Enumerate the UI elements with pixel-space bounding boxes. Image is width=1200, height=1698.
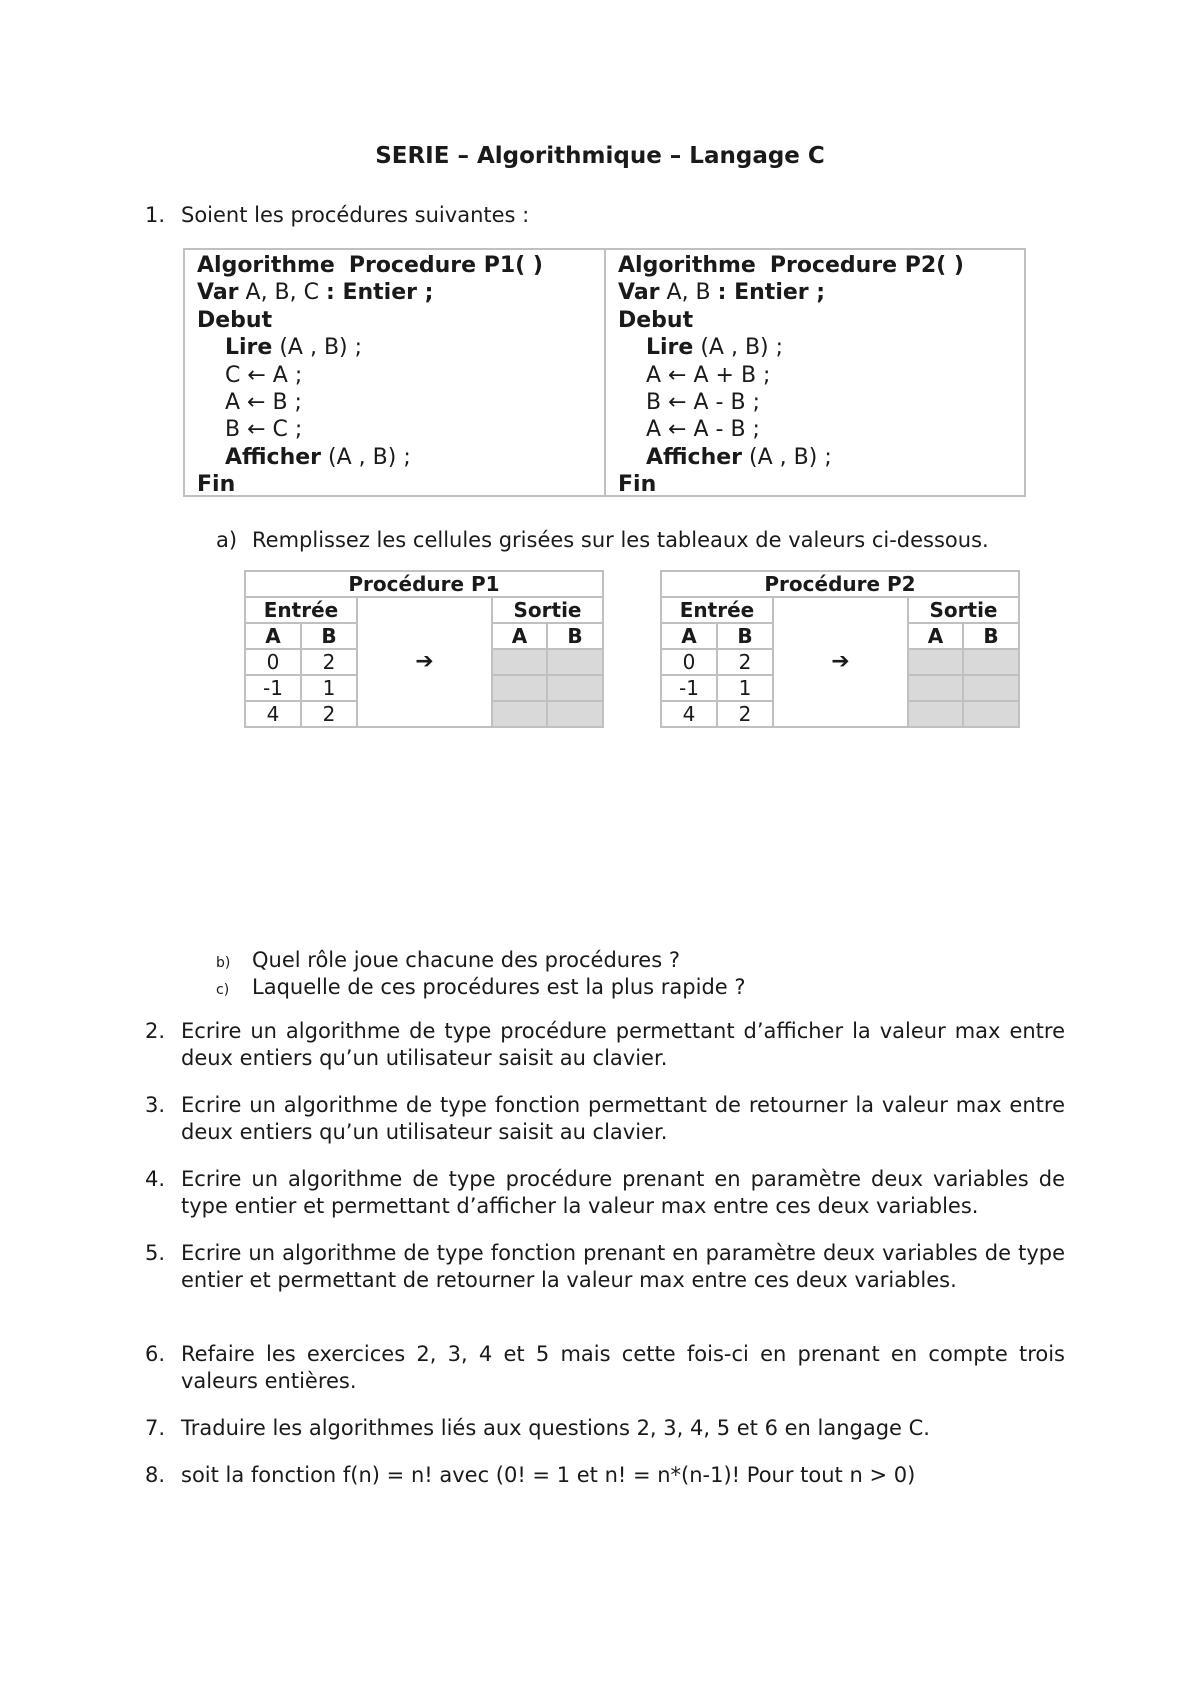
statement-3: B ← C ; [225, 417, 303, 443]
procedure-p2-code [606, 250, 1024, 498]
question-number: 8. [145, 1463, 166, 1487]
input-header: Entrée [661, 597, 773, 623]
keyword-afficher: Afficher [225, 444, 322, 470]
input-a: 4 [661, 701, 717, 727]
question-number: 2. [145, 1019, 166, 1043]
var-type: : Entier ; [717, 280, 826, 306]
output-a-blank[interactable] [908, 649, 963, 675]
subquestion-label: b) [216, 955, 231, 971]
value-table-p2 [660, 570, 1020, 728]
input-a: 4 [245, 701, 301, 727]
output-a-blank[interactable] [492, 701, 547, 727]
table-title: Procédure P2 [661, 571, 1019, 597]
keyword-algorithme: Algorithme [197, 253, 335, 278]
input-a: -1 [661, 675, 717, 701]
question-number: 5. [145, 1241, 166, 1265]
col-a-header: A [245, 623, 301, 649]
var-list: A, B, C [238, 280, 326, 306]
output-b-blank[interactable] [547, 675, 603, 701]
procedure-name: Procedure P1( ) [348, 253, 543, 278]
value-table-p1 [244, 570, 604, 728]
question-number: 3. [145, 1093, 166, 1117]
keyword-debut: Debut [618, 307, 694, 333]
question-text: Ecrire un algorithme de type fonction prenant en paramètre deux variables de type entier et permettant de retourner la valeur max entre ces deux variables. [181, 1241, 1065, 1292]
input-b: 1 [301, 675, 357, 701]
output-header: Sortie [492, 597, 603, 623]
keyword-fin: Fin [618, 472, 657, 498]
question-text: Ecrire un algorithme de type procédure permettant d’afficher la valeur max entre deux entiers qu’un utilisateur saisit au clavier. [181, 1019, 1065, 1070]
afficher-args: (A , B) ; [321, 444, 411, 470]
input-a: 0 [245, 649, 301, 675]
input-header: Entrée [245, 597, 357, 623]
subquestion-text: Quel rôle joue chacune des procédures ? [252, 948, 680, 972]
output-a-blank[interactable] [908, 701, 963, 727]
col-a-header: A [492, 623, 547, 649]
question-number: 7. [145, 1416, 166, 1440]
arrow-icon: ➔ [773, 597, 908, 727]
arrow-icon: ➔ [357, 597, 492, 727]
keyword-var: Var [618, 280, 660, 306]
procedure-name: Procedure P2( ) [769, 253, 964, 278]
subquestion-text: Laquelle de ces procédures est la plus rapide ? [252, 975, 746, 999]
procedure-p1-code [185, 250, 606, 498]
subquestion-label: c) [216, 982, 230, 998]
statement-2: A ← B ; [225, 389, 302, 415]
col-b-header: B [301, 623, 357, 649]
subquestion-label: a) [216, 528, 238, 552]
keyword-var: Var [197, 280, 239, 306]
table-title: Procédure P1 [245, 571, 603, 597]
algorithms-box [183, 248, 1026, 497]
question-text: Ecrire un algorithme de type fonction permettant de retourner la valeur max entre deux entiers qu’un utilisateur saisit au clavier. [181, 1093, 1065, 1144]
input-b: 2 [301, 701, 357, 727]
keyword-lire: Lire [646, 335, 694, 361]
keyword-afficher: Afficher [646, 444, 743, 470]
subquestion-text: Remplissez les cellules grisées sur les tableaux de valeurs ci-dessous. [252, 528, 989, 552]
col-a-header: A [908, 623, 963, 649]
lire-args: (A , B) ; [693, 335, 784, 361]
lire-args: (A , B) ; [272, 335, 363, 361]
afficher-args: (A , B) ; [742, 444, 832, 470]
keyword-debut: Debut [197, 307, 273, 333]
input-a: 0 [661, 649, 717, 675]
statement-1: C ← A ; [225, 362, 303, 388]
output-b-blank[interactable] [963, 701, 1019, 727]
question-text: soit la fonction f(n) = n! avec (0! = 1 et n! = n*(n-1)! Pour tout n > 0) [181, 1463, 916, 1487]
keyword-fin: Fin [197, 472, 236, 498]
var-list: A, B [659, 280, 718, 306]
question-text: Soient les procédures suivantes : [181, 203, 530, 227]
output-header: Sortie [908, 597, 1019, 623]
input-a: -1 [245, 675, 301, 701]
question-text: Refaire les exercices 2, 3, 4 et 5 mais cette fois-ci en prenant en compte trois valeurs entières. [181, 1342, 1065, 1393]
statement-3: A ← A - B ; [646, 417, 760, 443]
statement-2: B ← A - B ; [646, 389, 760, 415]
output-b-blank[interactable] [547, 701, 603, 727]
input-b: 2 [301, 649, 357, 675]
output-b-blank[interactable] [547, 649, 603, 675]
col-b-header: B [547, 623, 603, 649]
input-b: 1 [717, 675, 773, 701]
output-a-blank[interactable] [908, 675, 963, 701]
keyword-lire: Lire [225, 335, 273, 361]
statement-1: A ← A + B ; [646, 362, 771, 388]
input-b: 2 [717, 701, 773, 727]
input-b: 2 [717, 649, 773, 675]
question-text: Traduire les algorithmes liés aux questions 2, 3, 4, 5 et 6 en langage C. [181, 1416, 930, 1440]
output-b-blank[interactable] [963, 649, 1019, 675]
col-a-header: A [661, 623, 717, 649]
question-number: 6. [145, 1342, 166, 1366]
col-b-header: B [717, 623, 773, 649]
output-b-blank[interactable] [963, 675, 1019, 701]
output-a-blank[interactable] [492, 649, 547, 675]
var-type: : Entier ; [326, 280, 434, 306]
question-number: 4. [145, 1167, 166, 1191]
output-a-blank[interactable] [492, 675, 547, 701]
page-title: SERIE – Algorithmique – Langage C [375, 143, 825, 169]
keyword-algorithme: Algorithme [618, 253, 756, 278]
question-text: Ecrire un algorithme de type procédure prenant en paramètre deux variables de type entier et permettant d’afficher la valeur max entre ces deux variables. [181, 1167, 1065, 1218]
question-number: 1. [145, 203, 166, 227]
col-b-header: B [963, 623, 1019, 649]
